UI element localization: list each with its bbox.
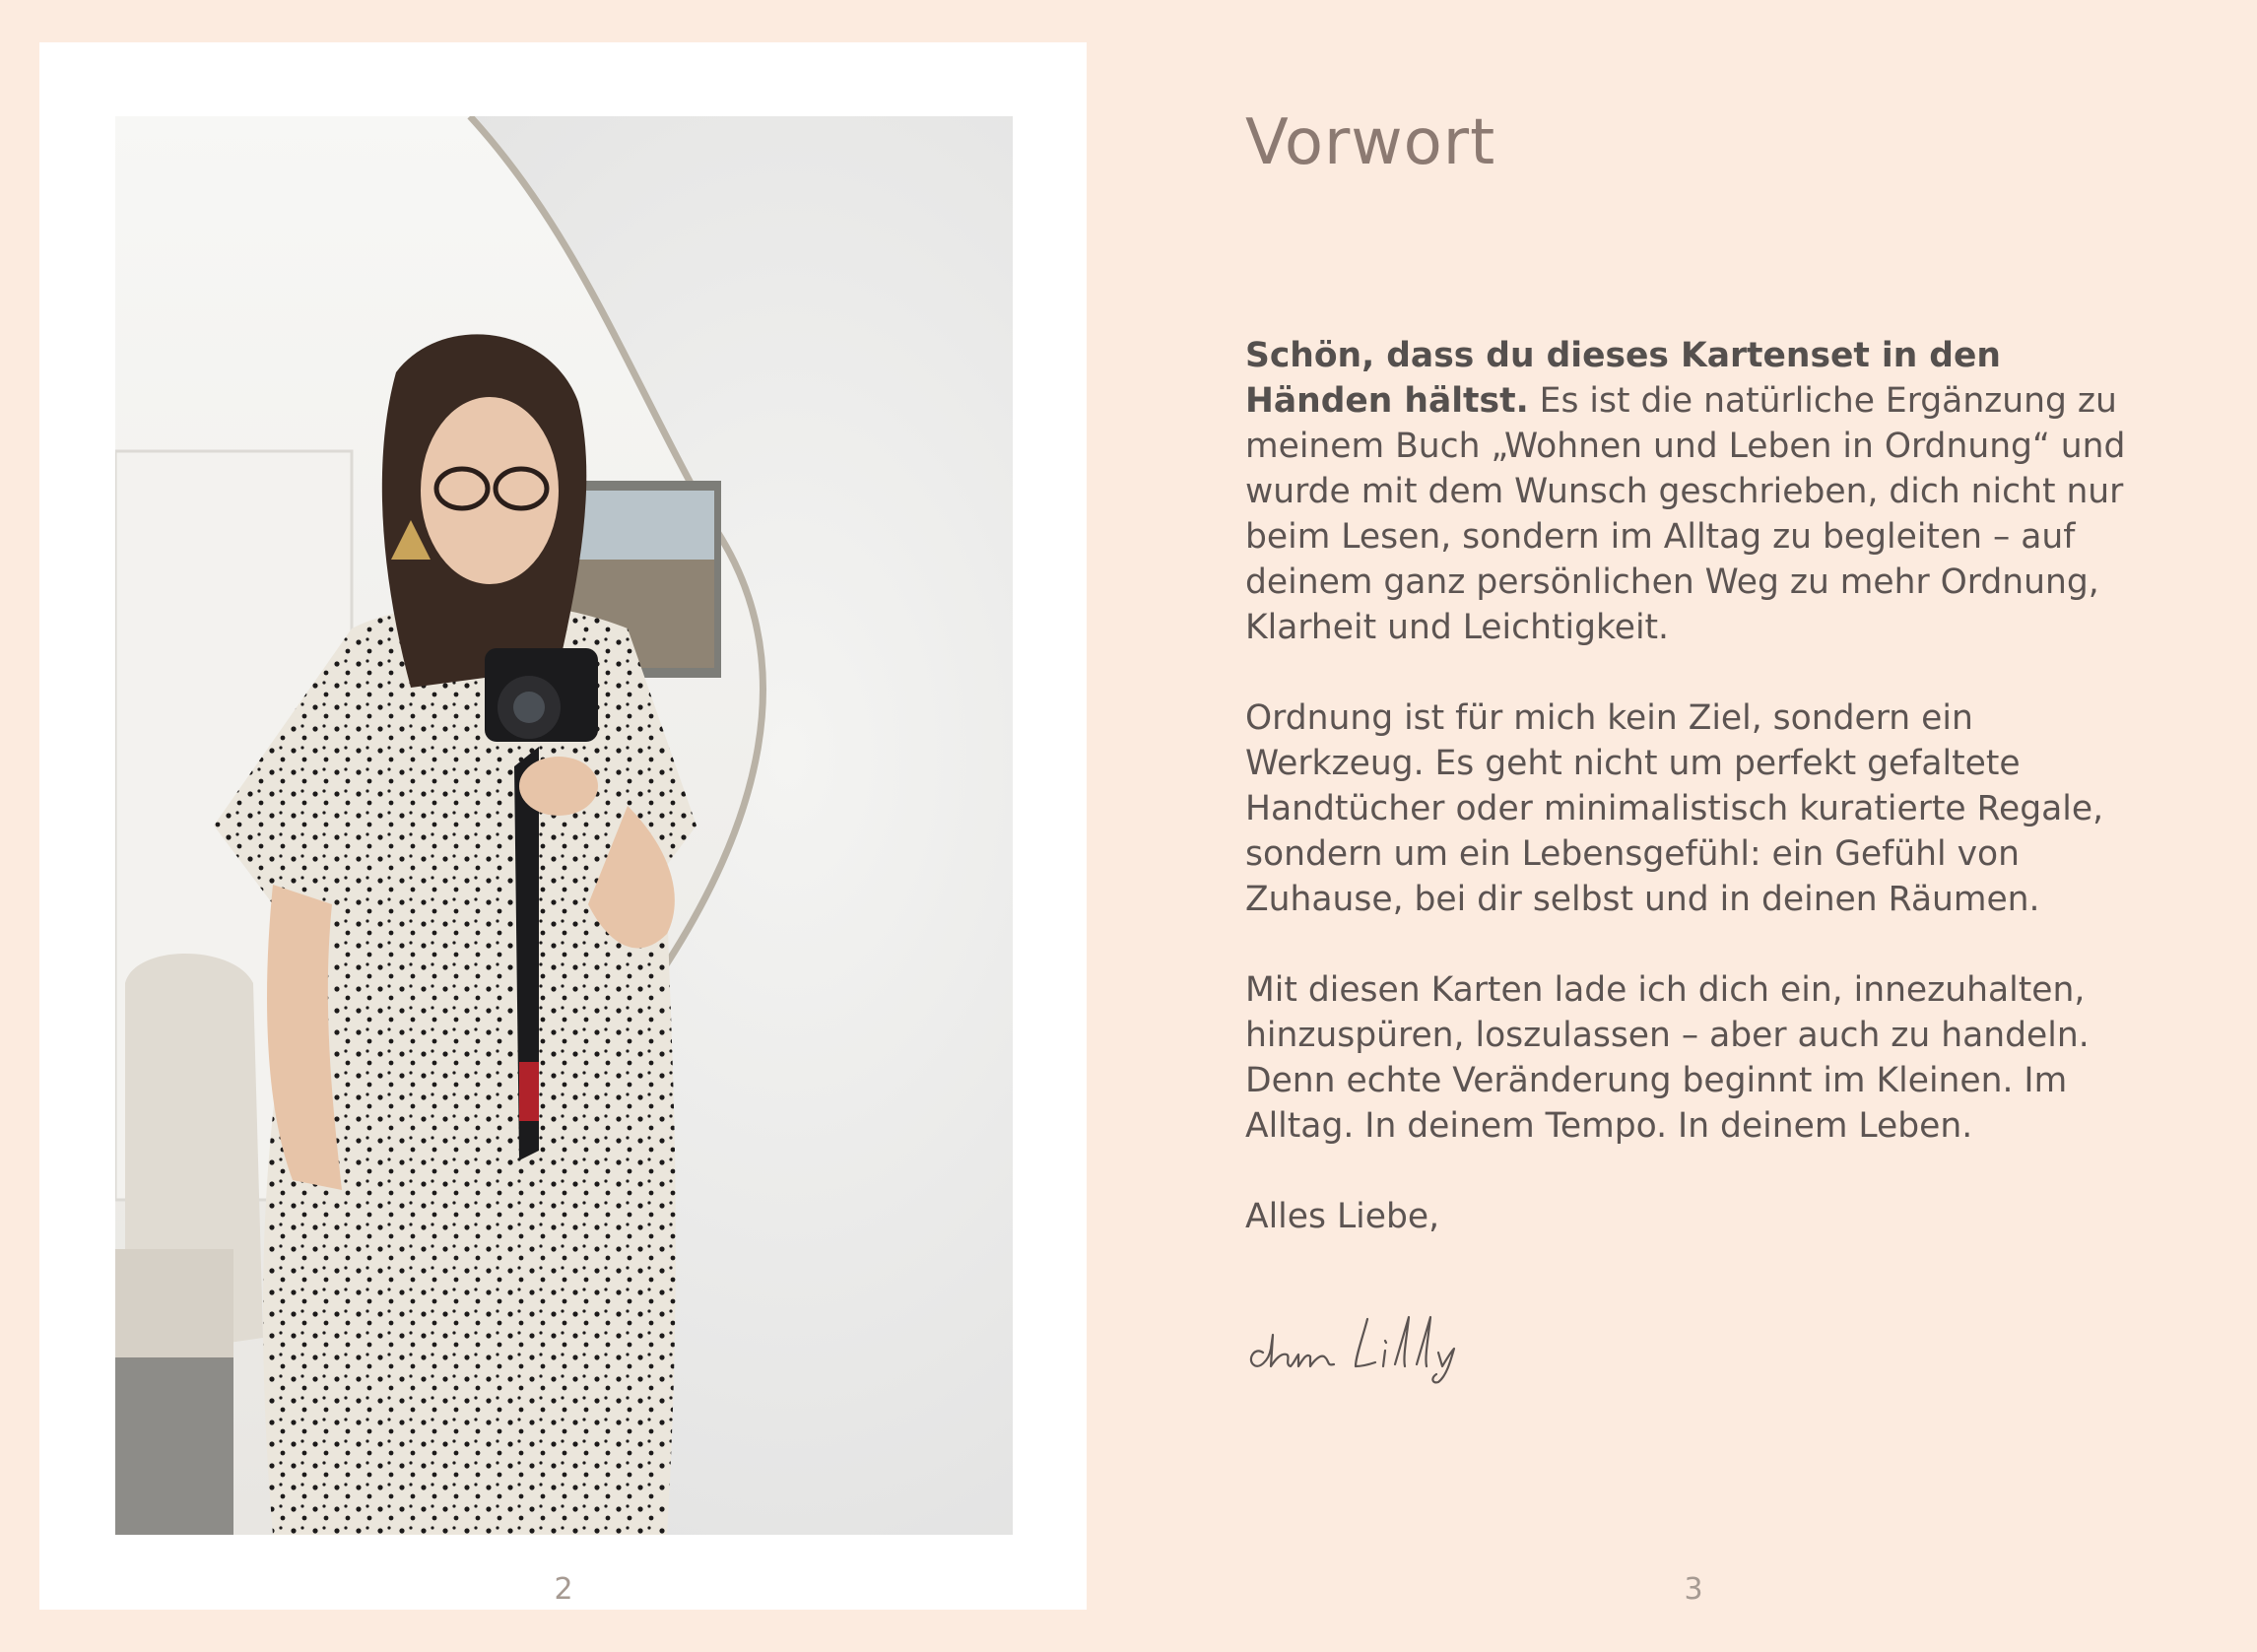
intro-rest: Es ist die natürliche Ergänzung zu meinem Buch „Wohnen und Leben in Ordnung“ und wurde mit dem Wunsch geschrieben, dich nicht nur beim Lesen, sondern im Alltag zu begleiten – auf deinem ganz persönlichen Weg zu mehr Ordnung, Klarheit und Leichtigkeit. [1245,381,2126,647]
body-text [1245,333,2152,1285]
paragraph-2: Ordnung ist für mich kein Ziel, sondern ein Werkzeug. Es geht nicht um perfekt gefaltete Handtücher oder minimalistisch kuratierte Regale, sondern um ein Lebensgefühl: ein Gefühl von Zuhause, bei dir selbst und in deinen Räumen. [1245,698,2104,919]
signature [1245,1305,1501,1384]
page-number-right: 3 [1684,1572,1703,1607]
portrait-photo [115,116,1013,1535]
left-page [39,42,1087,1610]
intro-bold: Schön, dass du dieses Kartenset in den Händen hältst. [1245,336,2001,421]
handwritten-signature-icon [1245,1305,1501,1384]
page-title: Vorwort [1245,106,1496,179]
paragraph-3: Mit diesen Karten lade ich dich ein, innezuhalten, hinzuspüren, loszulassen – aber auch zu handeln. Denn echte Veränderung beginnt im Kleinen. Im Alltag. In deinem Tempo. In deinem Leben. [1245,970,2090,1146]
closing-line: Alles Liebe, [1245,1197,1440,1236]
page-number-left: 2 [554,1572,573,1607]
intro-paragraph [1245,333,2152,650]
mirror-selfie-illustration [115,116,1013,1535]
